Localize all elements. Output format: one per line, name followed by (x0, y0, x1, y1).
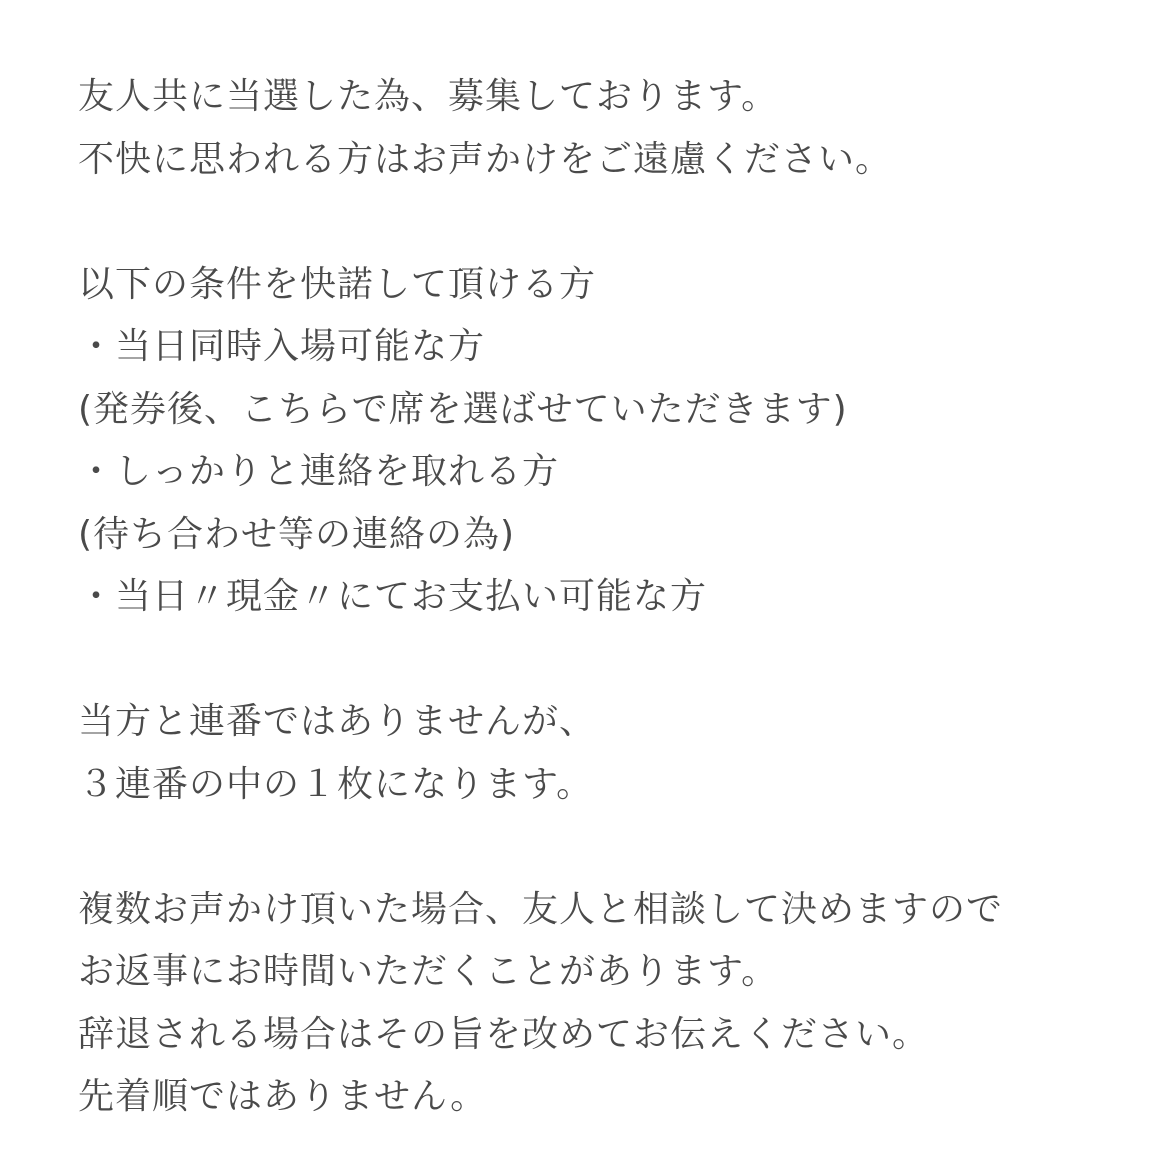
text-line: お返事にお時間いただくことがあります。 (78, 951, 779, 992)
paragraph-intro (78, 66, 1138, 191)
text-line: 以下の条件を快諾して頂ける方 (78, 263, 597, 305)
text-line: 先着順ではありません。 (78, 1076, 488, 1117)
paragraph-spacer (78, 816, 1138, 879)
paragraph-seating (78, 691, 1138, 816)
text-line: ・当日同時入場可能な方 (78, 326, 486, 367)
text-line: ・当日〃現金〃にてお支払い可能な方 (78, 576, 708, 617)
text-line: ・しっかりと連絡を取れる方 (78, 451, 560, 492)
text-line: (発券後、こちらで席を選ばせていただきます) (78, 388, 848, 430)
paragraph-spacer (78, 191, 1138, 254)
text-line: 不快に思われる方はお声かけをご遠慮ください。 (78, 138, 893, 180)
paragraph-spacer (78, 629, 1138, 692)
text-line: 複数お声かけ頂いた場合、友人と相談して決めますので (78, 888, 1004, 930)
text-line: 当方と連番ではありませんが、 (78, 701, 597, 742)
paragraph-conditions (78, 254, 1138, 629)
note-text-body (78, 66, 1138, 1129)
text-line: (待ち合わせ等の連絡の為) (78, 513, 516, 555)
text-line: 友人共に当選した為、募集しております。 (78, 76, 779, 117)
paragraph-selection (78, 879, 1138, 1129)
text-line: 辞退される場合はその旨を改めてお伝えください。 (78, 1013, 930, 1055)
text-line: ３連番の中の１枚になります。 (78, 763, 594, 805)
